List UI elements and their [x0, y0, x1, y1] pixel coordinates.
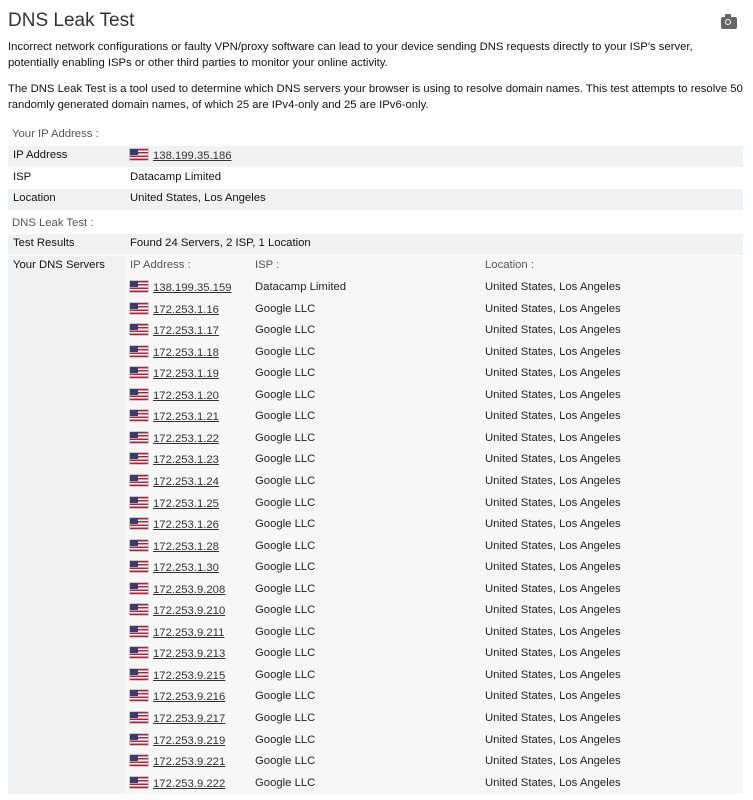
- dns-server-location: United States, Los Angeles: [485, 604, 621, 617]
- dns-server-ip-link[interactable]: 172.253.1.20: [153, 389, 219, 402]
- dns-server-row: [8, 343, 743, 364]
- dns-server-row: [8, 644, 743, 665]
- us-flag-icon: [130, 647, 148, 658]
- dns-server-location: United States, Los Angeles: [485, 367, 621, 380]
- dns-server-ip-link[interactable]: 172.253.1.18: [153, 346, 219, 359]
- us-flag-icon: [130, 518, 148, 529]
- dns-server-row: [8, 774, 743, 795]
- dns-server-row: [8, 752, 743, 773]
- dns-server-row: [8, 558, 743, 579]
- dns-server-ip-link[interactable]: 172.253.1.28: [153, 540, 219, 553]
- dns-server-isp: Google LLC: [255, 302, 316, 315]
- test-results-label: Test Results: [13, 237, 75, 249]
- dns-server-ip: [130, 669, 225, 682]
- dns-server-isp: Google LLC: [255, 345, 316, 358]
- dns-server-isp: Google LLC: [255, 324, 316, 337]
- header-location: Location :: [485, 259, 534, 271]
- dns-server-ip: [130, 475, 219, 488]
- us-flag-icon: [130, 303, 148, 314]
- us-flag-icon: [130, 149, 148, 160]
- us-flag-icon: [130, 453, 148, 464]
- dns-server-ip: [130, 626, 224, 639]
- dns-servers-label: Your DNS Servers: [13, 259, 105, 271]
- dns-server-ip-link[interactable]: 172.253.9.215: [153, 669, 226, 682]
- dns-server-ip: [130, 346, 219, 359]
- dns-server-ip-link[interactable]: 172.253.9.211: [153, 626, 225, 639]
- us-flag-icon: [130, 497, 148, 508]
- dns-server-location: United States, Los Angeles: [485, 539, 621, 552]
- dns-server-row: [8, 515, 743, 536]
- location-value: United States, Los Angeles: [130, 192, 266, 204]
- dns-server-ip-link[interactable]: 172.253.9.213: [153, 648, 226, 661]
- dns-server-isp: Google LLC: [255, 561, 316, 574]
- dns-server-row: [8, 450, 743, 471]
- test-results-value: Found 24 Servers, 2 ISP, 1 Location: [130, 237, 311, 249]
- dns-server-ip-link[interactable]: 172.253.1.17: [153, 325, 219, 338]
- dns-server-ip-link[interactable]: 172.253.1.30: [153, 562, 219, 575]
- dns-server-ip-link[interactable]: 172.253.1.23: [153, 454, 219, 467]
- dns-server-ip-link[interactable]: 172.253.9.208: [153, 583, 226, 596]
- dns-server-row: [8, 687, 743, 708]
- dns-server-ip: [130, 734, 225, 747]
- dns-server-isp: Google LLC: [255, 496, 316, 509]
- dns-server-location: United States, Los Angeles: [485, 776, 621, 789]
- dns-server-ip-link[interactable]: 172.253.1.25: [153, 497, 219, 510]
- dns-server-isp: Datacamp Limited: [255, 281, 347, 293]
- intro-paragraph-1: Incorrect network configurations or faulty VPN/proxy software can lead to your device sending DNS requests directly to your ISP's server, potentially enabling ISPs or other third parties to monitor your online activity.: [8, 41, 693, 69]
- dns-server-row: [8, 709, 743, 730]
- us-flag-icon: [130, 712, 148, 723]
- dns-server-ip-link[interactable]: 172.253.1.21: [153, 411, 219, 424]
- dns-server-ip: [130, 518, 219, 531]
- dns-server-isp: Google LLC: [255, 604, 316, 617]
- dns-servers-header-row: [8, 256, 743, 277]
- intro-paragraph-2: The DNS Leak Test is a tool used to determine which DNS servers your browser is using to resolve domain names. This test attempts to resolve 50 randomly generated domain names, of which 25 are IPv4-only and 25 are IPv6-only.: [8, 83, 743, 111]
- location-label: Location: [13, 192, 56, 204]
- us-flag-icon: [130, 604, 148, 615]
- dns-server-row: [8, 407, 743, 428]
- dns-server-isp: Google LLC: [255, 690, 316, 703]
- dns-server-isp: Google LLC: [255, 474, 316, 487]
- dns-server-isp: Google LLC: [255, 431, 316, 444]
- dns-server-isp: Google LLC: [255, 776, 316, 789]
- dns-server-ip: [130, 324, 219, 337]
- dns-server-ip: [130, 755, 225, 768]
- dns-server-ip-link[interactable]: 172.253.1.26: [153, 519, 219, 532]
- dns-server-ip: [130, 540, 219, 553]
- dns-server-row: [8, 321, 743, 342]
- dns-server-row: [8, 580, 743, 601]
- dns-server-location: United States, Los Angeles: [485, 324, 621, 337]
- dns-server-isp: Google LLC: [255, 582, 316, 595]
- dns-server-ip: [130, 604, 225, 617]
- ip-address-link[interactable]: 138.199.35.186: [153, 150, 232, 162]
- dns-server-location: United States, Los Angeles: [485, 733, 621, 746]
- dns-server-ip: [130, 777, 225, 790]
- dns-server-row: [8, 601, 743, 622]
- dns-server-row: [8, 472, 743, 493]
- dns-server-ip-link[interactable]: 172.253.1.19: [153, 368, 219, 381]
- us-flag-icon: [130, 281, 148, 292]
- dns-server-ip-link[interactable]: 172.253.9.210: [153, 605, 226, 618]
- ip-address-label: IP Address: [13, 149, 68, 161]
- dns-server-location: United States, Los Angeles: [485, 281, 621, 293]
- dns-server-ip: [130, 712, 225, 725]
- dns-server-location: United States, Los Angeles: [485, 496, 621, 509]
- dns-server-location: United States, Los Angeles: [485, 302, 621, 315]
- dns-server-isp: Google LLC: [255, 647, 316, 660]
- dns-server-ip-link[interactable]: 172.253.9.222: [153, 777, 226, 790]
- dns-server-location: United States, Los Angeles: [485, 582, 621, 595]
- dns-server-ip-link[interactable]: 172.253.1.16: [153, 303, 219, 316]
- dns-server-ip: [130, 367, 219, 380]
- dns-server-location: United States, Los Angeles: [485, 474, 621, 487]
- dns-server-row: [8, 278, 743, 299]
- header-ip: IP Address :: [130, 259, 191, 271]
- us-flag-icon: [130, 475, 148, 486]
- test-results-row: [8, 234, 743, 255]
- dns-server-ip-link[interactable]: 138.199.35.159: [153, 282, 232, 294]
- dns-server-location: United States, Los Angeles: [485, 431, 621, 444]
- dns-server-ip: [130, 690, 225, 703]
- dns-server-row: [8, 386, 743, 407]
- dns-server-location: United States, Los Angeles: [485, 668, 621, 681]
- dns-server-ip-link[interactable]: 172.253.1.24: [153, 475, 219, 488]
- dns-server-location: United States, Los Angeles: [485, 453, 621, 466]
- dns-server-location: United States, Los Angeles: [485, 345, 621, 358]
- dns-server-ip-link[interactable]: 172.253.9.219: [153, 734, 226, 747]
- dns-server-ip: [130, 561, 219, 574]
- dns-server-location: United States, Los Angeles: [485, 690, 621, 703]
- dns-server-ip-link[interactable]: 172.253.9.216: [153, 691, 226, 704]
- dns-server-ip: [130, 303, 219, 316]
- us-flag-icon: [130, 755, 148, 766]
- dns-server-ip: [130, 410, 219, 423]
- dns-server-isp: Google LLC: [255, 733, 316, 746]
- us-flag-icon: [130, 346, 148, 357]
- dns-server-ip: [130, 389, 219, 402]
- dns-server-ip-link[interactable]: 172.253.9.217: [153, 713, 226, 725]
- dns-server-ip: [130, 453, 219, 466]
- dns-server-location: United States, Los Angeles: [485, 755, 621, 768]
- your-ip-section-label: Your IP Address :: [12, 128, 99, 140]
- dns-server-location: United States, Los Angeles: [485, 518, 621, 531]
- header-isp: ISP :: [255, 259, 280, 271]
- us-flag-icon: [130, 669, 148, 680]
- dns-server-ip: [130, 281, 232, 294]
- dns-server-isp: Google LLC: [255, 518, 316, 531]
- dns-server-ip: [130, 497, 219, 510]
- page-title: DNS Leak Test: [8, 10, 135, 31]
- isp-label: ISP: [13, 171, 32, 183]
- isp-value: Datacamp Limited: [130, 171, 222, 183]
- dns-server-isp: Google LLC: [255, 410, 316, 423]
- us-flag-icon: [130, 777, 148, 788]
- us-flag-icon: [130, 324, 148, 335]
- dns-server-row: [8, 623, 743, 644]
- dns-server-isp: Google LLC: [255, 712, 316, 724]
- us-flag-icon: [130, 626, 148, 637]
- dns-server-location: United States, Los Angeles: [485, 388, 621, 401]
- dns-server-location: United States, Los Angeles: [485, 647, 621, 660]
- dns-server-isp: Google LLC: [255, 367, 316, 380]
- dns-server-ip: [130, 432, 219, 445]
- dns-server-ip-link[interactable]: 172.253.1.22: [153, 432, 219, 445]
- dns-server-location: United States, Los Angeles: [485, 410, 621, 423]
- dns-server-row: [8, 731, 743, 752]
- us-flag-icon: [130, 540, 148, 551]
- dns-server-isp: Google LLC: [255, 755, 316, 768]
- us-flag-icon: [130, 690, 148, 701]
- dns-server-row: [8, 537, 743, 558]
- dns-leak-section-label: DNS Leak Test :: [12, 217, 94, 229]
- dns-server-isp: Google LLC: [255, 668, 316, 681]
- isp-row: [8, 168, 743, 189]
- dns-server-row: [8, 429, 743, 450]
- dns-server-row: [8, 364, 743, 385]
- us-flag-icon: [130, 410, 148, 421]
- dns-server-ip: [130, 583, 225, 596]
- dns-server-row: [8, 494, 743, 515]
- us-flag-icon: [130, 583, 148, 594]
- us-flag-icon: [130, 389, 148, 400]
- location-row: [8, 189, 743, 210]
- us-flag-icon: [130, 432, 148, 443]
- dns-server-isp: Google LLC: [255, 453, 316, 466]
- dns-server-location: United States, Los Angeles: [485, 561, 621, 574]
- dns-server-location: United States, Los Angeles: [485, 712, 621, 724]
- dns-server-ip-link[interactable]: 172.253.9.221: [153, 756, 226, 769]
- dns-server-location: United States, Los Angeles: [485, 625, 621, 638]
- dns-server-isp: Google LLC: [255, 625, 316, 638]
- dns-server-isp: Google LLC: [255, 388, 316, 401]
- ip-address-value: [130, 149, 232, 162]
- us-flag-icon: [130, 561, 148, 572]
- dns-server-isp: Google LLC: [255, 539, 316, 552]
- us-flag-icon: [130, 367, 148, 378]
- us-flag-icon: [130, 734, 148, 745]
- dns-server-row: [8, 300, 743, 321]
- camera-icon[interactable]: [721, 17, 737, 29]
- ip-address-row: [8, 146, 743, 167]
- dns-server-ip: [130, 647, 225, 660]
- dns-server-row: [8, 666, 743, 687]
